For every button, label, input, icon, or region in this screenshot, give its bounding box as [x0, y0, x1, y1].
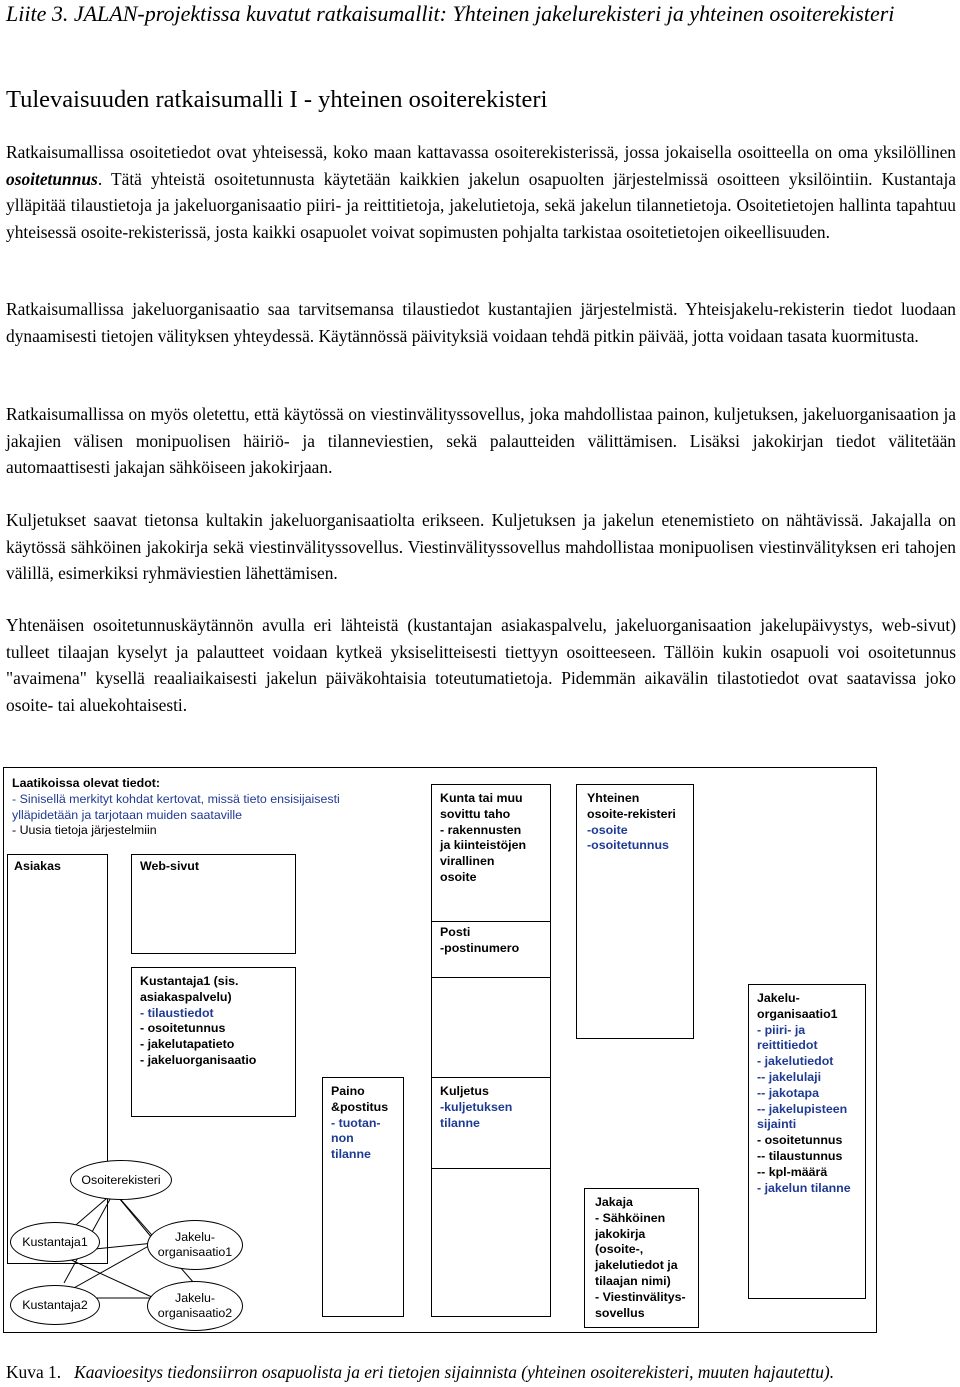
jakaja-line-2: - Sähköinen	[595, 1210, 666, 1225]
jakelu-line-2: organisaatio1	[757, 1006, 838, 1021]
box-kustantaja	[131, 967, 296, 1117]
paragraph-1-text-b: . Tätä yhteistä osoitetunnusta käytetään kaikkien jakelun osapuolten järjestelmissä osoitteen yksilöintiin. Kustantaja ylläpitää tilaustietoja ja jakeluorganisaatio piiri- ja reittitietoja, jakelutietoja, sekä jakelun tilannetietoja. Osoitetietojen hallinta tapahtuu yhteisessä osoite-rekisterissä, josta kaikki osapuolet voivat sopimusten pohjalta tarkistaa osoitetietojen oikeellisuuden.	[6, 168, 956, 242]
paragraph-5: Yhtenäisen osoitetunnuskäytännön avulla eri lähteistä (kustantajan asiakaspalvelu, jakeluorganisaation jakelupäivystys, web-sivut) tulleet tilaajan kyselyt ja palautteet voidaan kytkeä yksiselitteisesti tiettyyn osoitteeseen. Tällöin kukin osapuoli voi osoitetunnus "avaimena" kysellä reaaliaikaisesti jakelun päiväkohtaisia toteutumatietoja. Pidemmän aikavälin tilastotiedot ovat saatavissa joko osoite- tai aluekohtaisesti.	[6, 615, 956, 715]
kunta-line-1: Kunta tai muu	[440, 791, 523, 805]
paragraph-2: Ratkaisumallissa jakeluorganisaatio saa tarvitsemansa tilaustiedot kustantajien järjestelmistä. Yhteisjakelu-rekisterin tiedot luodaan dynaamisesti tietojen välityksen yhteydessä. Käytännössä päivityksiä voidaan tehdä pitkin päivää, jotta voidaan tasata kuormitusta.	[6, 299, 956, 346]
paino-line-4: non	[331, 1131, 354, 1146]
posti-divider	[431, 977, 551, 978]
jakelu-line-9: sijainti	[757, 1117, 797, 1132]
kustantaja-line-3: - tilaustiedot	[140, 1005, 214, 1020]
oval-kustantaja1	[10, 1222, 100, 1262]
paragraph-4: Kuljetukset saavat tietonsa kultakin jakeluorganisaatiolta erikseen. Kuljetuksen ja jakelun etenemistieto on nähtävissä. Jakajalla on käytössä sähköinen jakokirja sekä viestinvälityssovellus. Viestinvälityssovellus mahdollistaa monipuolisen viestinvälityksen eri tahojen välillä, esimerkiksi ryhmäviestien lähettämisen.	[6, 510, 956, 583]
posti-line-2: -postinumero	[440, 940, 520, 955]
box-asiakas-label: Asiakas	[14, 859, 61, 873]
caption-text: Kaavioesitys tiedonsiirron osapuolista ja eri tietojen sijainnista (yhteinen osoiterekisteri, muuten hajautettu).	[74, 1362, 835, 1382]
box-kuljetus	[431, 1077, 551, 1317]
jakaja-line-6: tilaajan nimi)	[595, 1273, 671, 1288]
paino-line-5: tilanne	[331, 1147, 371, 1162]
kustantaja-line-4: - osoitetunnus	[140, 1021, 226, 1036]
jakelu-line-6: -- jakelulaji	[757, 1069, 822, 1084]
diagram	[3, 767, 877, 1333]
paragraph-1-text-a: Ratkaisumallissa osoitetiedot ovat yhteisessä, koko maan kattavassa osoiterekisterissä, jossa jokaisella osoitteella on oma yksilöllinen	[6, 142, 956, 162]
jakelu-line-4: reittitiedot	[757, 1038, 818, 1053]
jakaja-line-3: jakokirja	[595, 1226, 646, 1241]
box-yhteinen-osoiterekisteri	[576, 784, 694, 1039]
legend	[12, 776, 342, 839]
paino-line-2: &postitus	[331, 1099, 389, 1114]
box-asiakas	[7, 854, 108, 1264]
oval-osoiterekisteri	[70, 1160, 172, 1200]
figure-caption	[6, 1360, 956, 1384]
jakaja-line-8: sovellus	[595, 1305, 645, 1320]
jakelu-line-11: -- tilaustunnus	[757, 1148, 843, 1163]
kuljetus-line-1: Kuljetus	[440, 1084, 489, 1098]
kustantaja-line-2: asiakaspalvelu)	[140, 989, 232, 1004]
paino-line-1: Paino	[331, 1084, 365, 1098]
oval-osoiterekisteri-label: Osoiterekisteri	[81, 1172, 161, 1187]
paino-line-3: - tuotan-	[331, 1115, 381, 1130]
kuljetus-line-3: tilanne	[440, 1115, 480, 1130]
paragraph-3: Ratkaisumallissa on myös oletettu, että käytössä on viestinvälityssovellus, joka mahdollistaa painon, kuljetuksen, jakeluorganisaation ja jakajien välisen monipuolisen häiriö- ja tilanneviestien, sekä palautteiden välittämisen. Lisäksi jakokirjan tiedot välitetään automaattisesti jakajan sähköiseen jakokirjaan.	[6, 404, 956, 477]
page-title: Liite 3. JALAN-projektissa kuvatut ratkaisumallit: Yhteinen jakelurekisteri ja yhteinen osoiterekisteri	[6, 1, 895, 26]
paragraph-1	[6, 139, 956, 245]
oval-kustantaja2-label: Kustantaja2	[22, 1297, 88, 1312]
jakelu-line-1: Jakelu-	[757, 991, 800, 1005]
kuljetus-line-2: -kuljetuksen	[440, 1099, 513, 1114]
kustantaja-line-1: Kustantaja1 (sis.	[140, 974, 239, 988]
jakaja-line-1: Jakaja	[595, 1195, 633, 1209]
kunta-line-2: sovittu taho	[440, 806, 511, 821]
kunta-line-6: osoite	[440, 869, 477, 884]
oval-jakeluorganisaatio1	[147, 1220, 243, 1270]
jakelu-line-7: -- jakotapa	[757, 1085, 819, 1100]
oval-jakeluorganisaatio2-label: Jakelu- organisaatio2	[157, 1291, 233, 1320]
box-websivut	[131, 854, 296, 954]
legend-title: Laatikoissa olevat tiedot:	[12, 776, 161, 790]
jakelu-line-10: - osoitetunnus	[757, 1133, 843, 1148]
kunta-line-4: ja kiinteistöjen	[440, 838, 527, 853]
kustantaja-line-5: - jakelutapatieto	[140, 1037, 235, 1052]
kunta-line-3: - rakennusten	[440, 822, 522, 837]
jakaja-line-7: - Viestinvälitys-	[595, 1289, 686, 1304]
kustantaja-line-6: - jakeluorganisaatio	[140, 1052, 257, 1067]
posti-line-1: Posti	[440, 925, 471, 939]
box-paino	[322, 1077, 404, 1317]
oval-kustantaja2	[10, 1285, 100, 1325]
yhteinen-line-3: -osoite	[587, 822, 628, 837]
section-heading: Tulevaisuuden ratkaisumalli I - yhteinen osoiterekisteri	[6, 86, 548, 113]
jakelu-line-5: - jakelutiedot	[757, 1054, 834, 1069]
kunta-posti-divider	[431, 921, 551, 922]
jakaja-line-4: (osoite-,	[595, 1242, 644, 1257]
oval-jakeluorganisaatio2	[147, 1281, 243, 1331]
jakelu-line-3: - piiri- ja	[757, 1022, 806, 1037]
box-jakaja	[584, 1188, 699, 1328]
jakelu-line-8: -- jakelupisteen	[757, 1101, 848, 1116]
yhteinen-line-2: osoite-rekisteri	[587, 806, 676, 821]
box-jakeluorganisaatio	[748, 984, 866, 1299]
oval-jakeluorganisaatio1-label: Jakelu- organisaatio1	[157, 1230, 233, 1259]
oval-kustantaja1-label: Kustantaja1	[22, 1234, 88, 1249]
jakelu-line-12: -- kpl-määrä	[757, 1164, 828, 1179]
yhteinen-line-1: Yhteinen	[587, 791, 640, 805]
jakelu-line-13: - jakelun tilanne	[757, 1180, 851, 1195]
keyword-osoitetunnus: osoitetunnus	[6, 168, 98, 189]
legend-line-blue: - Sinisellä merkityt kohdat kertovat, missä tieto ensisijaisesti ylläpidetään ja tarjotaan muiden saataville	[12, 791, 340, 822]
jakaja-line-5: jakelutiedot ja	[595, 1258, 678, 1273]
caption-label: Kuva 1.	[6, 1362, 62, 1382]
yhteinen-line-4: -osoitetunnus	[587, 838, 669, 853]
box-websivut-label: Web-sivut	[140, 859, 199, 873]
legend-line-new: - Uusia tietoja järjestelmiin	[12, 823, 157, 838]
kunta-line-5: virallinen	[440, 854, 495, 869]
